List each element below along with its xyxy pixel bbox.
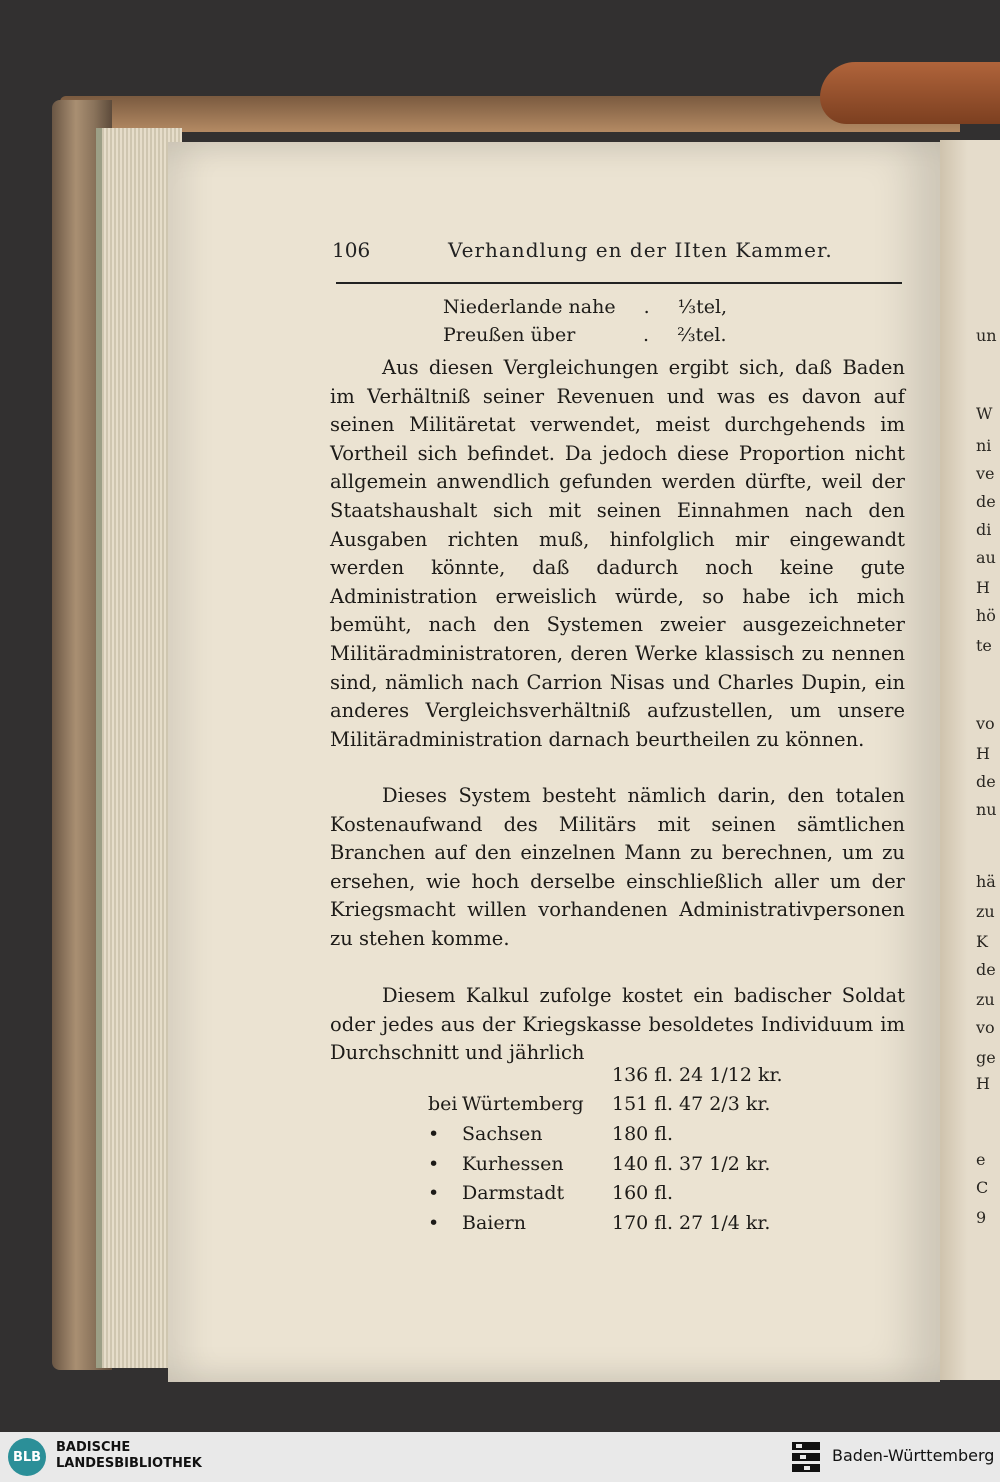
row-label: Niederlande nahe (443, 296, 616, 318)
table-row (428, 1090, 812, 1120)
row-state: Baiern (462, 1211, 526, 1234)
table-row (428, 1060, 812, 1090)
row-amount: 160 fl. (612, 1182, 674, 1205)
row-dot: . (643, 296, 650, 318)
facing-page-fragment: ge (976, 1048, 996, 1067)
row-label: Preußen über (443, 324, 576, 346)
facing-page-fragment: hä (976, 872, 996, 891)
row-state: Sachsen (462, 1122, 543, 1145)
paragraph: Dieses System besteht nämlich darin, den totalen Kostenaufwand des Militärs mit seinen sämtlichen Branchen auf den einzelnen Mann zu berechnen, um zu ersehen, wie hoch derselbe einschließlich aller um der Kriegsmacht willen vorhandenen Administrativpersonen zu stehen komme. (330, 784, 905, 950)
row-prefix: • (428, 1211, 440, 1234)
table-row (428, 1178, 812, 1208)
row-value: ⅔tel. (677, 324, 727, 346)
row-prefix: • (428, 1182, 440, 1205)
row-prefix: • (428, 1122, 440, 1145)
row-dot: . (643, 324, 650, 346)
facing-page-fragment: zu (976, 902, 995, 921)
facing-page-fragment: de (976, 960, 996, 979)
row-amount: 136 fl. 24 1/12 kr. (612, 1063, 783, 1086)
page-number: 106 (332, 238, 371, 262)
bookmark-strap (820, 62, 1000, 124)
facing-page-fragment: de (976, 492, 996, 511)
row-amount: 170 fl. 27 1/4 kr. (612, 1211, 771, 1234)
facing-page-fragment: un (976, 326, 997, 345)
blb-logo-icon[interactable]: BLB (8, 1438, 46, 1476)
ratio-row (443, 324, 727, 346)
row-amount: 180 fl. (612, 1122, 674, 1145)
row-state: Kurhessen (462, 1152, 564, 1175)
facing-page-fragment: W (976, 404, 993, 423)
ratio-row (443, 296, 727, 318)
facing-page-fragment: vo (976, 714, 995, 733)
row-amount: 140 fl. 37 1/2 kr. (612, 1152, 771, 1175)
paragraph: Aus diesen Vergleichungen ergibt sich, daß Baden im Verhältniß seiner Revenuen und was es davon auf seinen Militäretat verwendet, meist durchgehends im Vortheil sich befindet. Da jedoch diese Proportion nicht allgemein anwendlich gefunden werden dürfte, weil der Staatshaushalt sich mit seinen Einnahmen nach den Ausgaben richten muß, hinfolglich mir eingewandt werden könnte, daß dadurch noch keine gute Administration erweislich würde, so habe ich mich bemüht, nach den Systemen zweier ausgezeichneter Militäradministratoren, deren Werke klassisch zu nennen sind, nämlich nach Carrion Nisas und Charles Dupin, ein anderes Vergleichsverhältniß aufzustellen, um unsere Militäradministration darnach beurtheilen zu können. (330, 356, 905, 751)
facing-page-fragment: ni (976, 436, 992, 455)
header-rule (336, 282, 902, 284)
blb-name[interactable] (56, 1440, 202, 1472)
row-value: ⅓tel, (677, 296, 728, 318)
bw-label[interactable]: Baden-Württemberg (832, 1446, 995, 1465)
table-row (428, 1149, 812, 1179)
cost-table (428, 1060, 812, 1238)
facing-page-fragment: zu (976, 990, 995, 1009)
facing-page-fragment: e (976, 1150, 986, 1169)
facing-page-fragment: au (976, 548, 996, 567)
facing-page-fragment: de (976, 772, 996, 791)
facing-page-fragment: K (976, 932, 988, 951)
facing-page-fragment: hö (976, 606, 996, 625)
row-state: Darmstadt (462, 1182, 565, 1205)
facing-page-fragment: di (976, 520, 992, 539)
blb-name-line1: BADISCHE (56, 1440, 131, 1455)
facing-page-fragment: C (976, 1178, 989, 1197)
table-row (428, 1119, 812, 1149)
row-prefix: • (428, 1152, 440, 1175)
lions-emblem-icon (790, 1440, 822, 1474)
facing-page-fragment: H (976, 1074, 990, 1093)
blb-name-line2: LANDESBIBLIOTHEK (56, 1456, 202, 1471)
row-prefix: bei (428, 1093, 458, 1116)
facing-page-fragment: H (976, 744, 990, 763)
viewer-footer (0, 1432, 1000, 1482)
facing-page-fragment: nu (976, 800, 997, 819)
facing-page-fragment: te (976, 636, 992, 655)
facing-page-fragment: 9 (976, 1208, 987, 1227)
book-page (168, 142, 940, 1382)
facing-page-fragment: vo (976, 1018, 995, 1037)
facing-page-fragment: H (976, 578, 990, 597)
paragraph: Diesem Kalkul zufolge kostet ein badischer Soldat oder jedes aus der Kriegskasse besoldetes Individuum im Durchschnitt und jährlich (330, 984, 905, 1065)
running-head: Verhandlung en der IIten Kammer. (448, 238, 833, 262)
facing-page-fragment: ve (976, 464, 995, 483)
table-row (428, 1208, 812, 1238)
row-amount: 151 fl. 47 2/3 kr. (612, 1093, 771, 1116)
row-state: Würtemberg (462, 1093, 584, 1116)
